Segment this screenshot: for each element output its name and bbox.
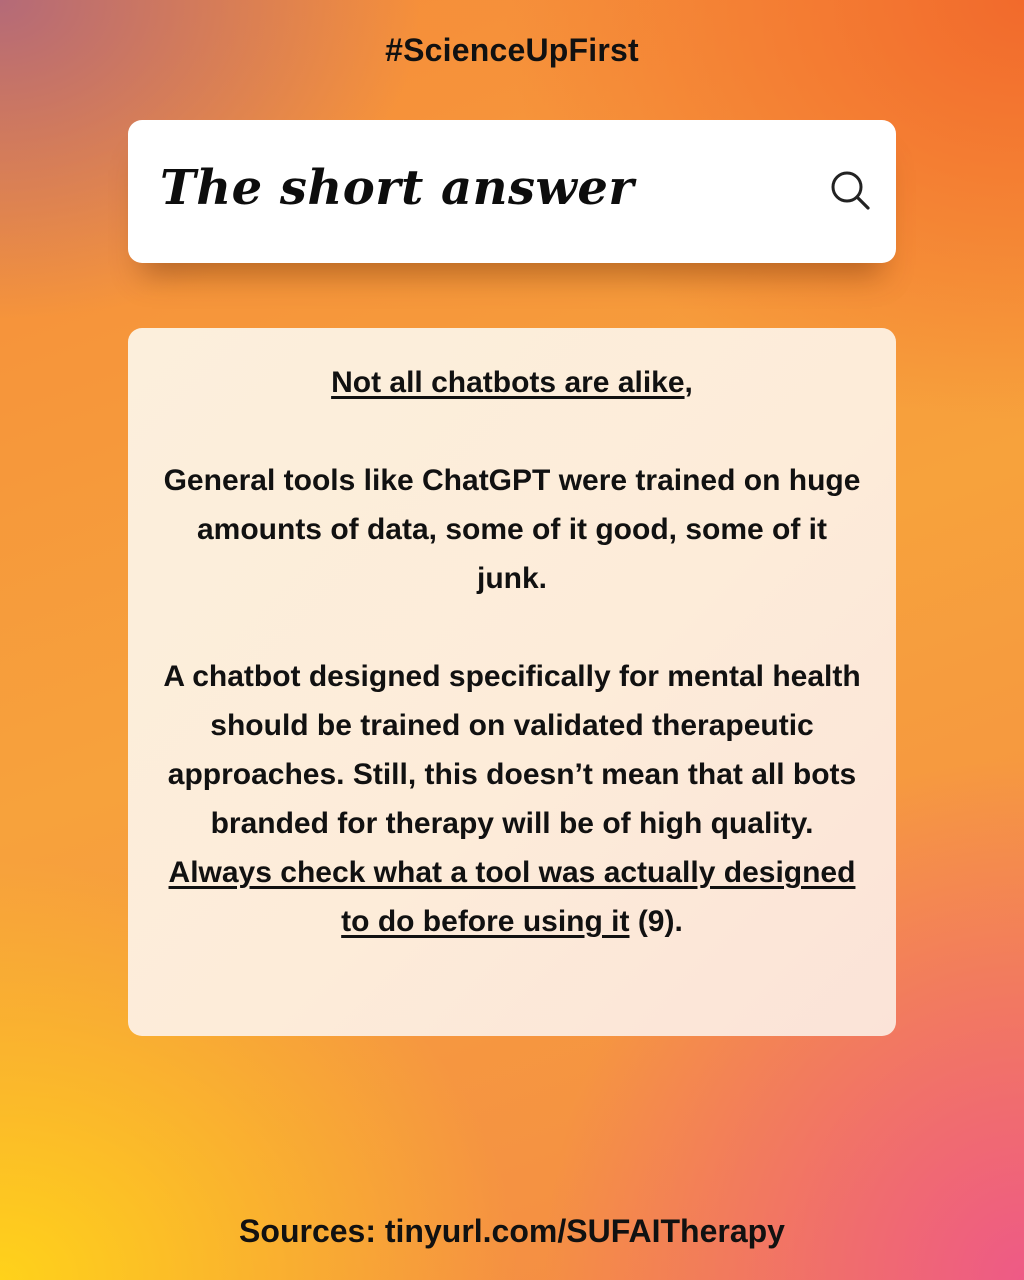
answer-card — [128, 328, 896, 1036]
answer-paragraph-3 — [158, 652, 866, 946]
hashtag-heading: #ScienceUpFirst — [385, 32, 639, 68]
chatbots-alike-link[interactable]: Not all chatbots are alike — [331, 366, 685, 399]
sources-footer: Sources: tinyurl.com/SUFAITherapy — [239, 1213, 785, 1249]
answer-paragraph-1-tail: , — [684, 366, 693, 399]
answer-text — [158, 358, 866, 946]
answer-paragraph-3-text: A chatbot designed specifically for mental health should be trained on validated therapeutic approaches. Still, this doesn’t mean that all bots branded for therapy will be of high quality. — [163, 660, 861, 840]
answer-paragraph-1 — [158, 358, 866, 407]
search-bar-title: The short answer — [160, 160, 635, 216]
answer-paragraph-2: General tools like ChatGPT were trained on huge amounts of data, some of it good, some of it junk. — [163, 464, 861, 595]
search-bar — [128, 120, 896, 263]
check-tool-link[interactable]: Always check what a tool was actually designed to do before using it — [168, 856, 856, 938]
citation-reference: (9). — [629, 905, 683, 938]
search-icon — [828, 168, 874, 214]
